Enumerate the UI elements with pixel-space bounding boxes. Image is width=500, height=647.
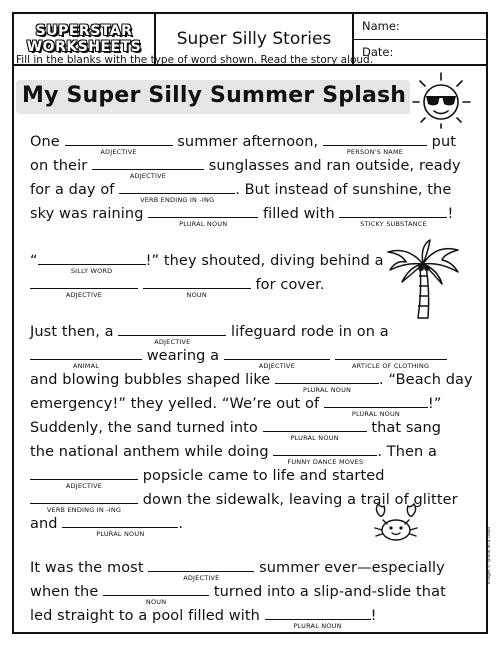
- worksheet-title: Super Silly Stories: [156, 14, 354, 64]
- story-title: My Super Silly Summer Splash: [22, 83, 407, 108]
- sun-sunglasses-icon: [408, 70, 474, 130]
- story-line: and blowing bubbles shaped like PLURAL NOUN . “Beach day: [30, 369, 473, 388]
- blank-input[interactable]: STICKY SUBSTANCE: [339, 203, 447, 218]
- story-line: “ SILLY WORD !” they shouted, diving behind a: [30, 250, 384, 269]
- palm-tree-icon: [380, 236, 466, 320]
- blank-input[interactable]: PLURAL NOUN: [275, 369, 379, 384]
- blank-input[interactable]: ADJECTIVE: [224, 345, 330, 360]
- story-line: the national anthem while doing FUNNY DANCE MOVES . Then a: [30, 441, 437, 460]
- blank-input[interactable]: ARTICLE OF CLOTHING: [335, 345, 447, 360]
- blank-input[interactable]: ADJECTIVE: [30, 274, 138, 289]
- story-line: Just then, a ADJECTIVE lifeguard rode in on a: [30, 321, 389, 340]
- story-line: emergency!” they yelled. “We’re out of PLURAL NOUN !”: [30, 393, 441, 412]
- story-line: on their ADJECTIVE sunglasses and ran outside, ready: [30, 155, 461, 174]
- blank-input[interactable]: PERSON'S NAME: [323, 131, 427, 146]
- blank-input[interactable]: PLURAL NOUN: [62, 513, 178, 528]
- blank-input[interactable]: PLURAL NOUN: [324, 393, 428, 408]
- blank-input[interactable]: PLURAL NOUN: [263, 417, 367, 432]
- blank-input[interactable]: PLURAL NOUN: [265, 605, 371, 620]
- instructions: Fill in the blanks with the type of word shown. Read the story aloud.: [16, 54, 374, 66]
- story-line: ADJECTIVE NOUN for cover.: [30, 274, 325, 293]
- image-credit: Images © Tyrone on a Cloud: [486, 526, 491, 584]
- name-date-box: [354, 14, 486, 64]
- story-line: and PLURAL NOUN .: [30, 513, 183, 532]
- story-line: One ADJECTIVE summer afternoon, PERSON'S NAME put: [30, 131, 456, 150]
- date-field[interactable]: Date:: [362, 45, 394, 59]
- story-line: ADJECTIVE popsicle came to life and started: [30, 465, 385, 484]
- blank-input[interactable]: PLURAL NOUN: [148, 203, 258, 218]
- story-line: Suddenly, the sand turned into PLURAL NOUN that sang: [30, 417, 441, 436]
- blank-input[interactable]: FUNNY DANCE MOVES: [273, 441, 377, 456]
- blank-input[interactable]: ADJECTIVE: [148, 557, 254, 572]
- blank-input[interactable]: ANIMAL: [30, 345, 142, 360]
- blank-input[interactable]: ADJECTIVE: [30, 465, 138, 480]
- name-field[interactable]: Name:: [354, 14, 486, 40]
- story-line: when the NOUN turned into a slip-and-slide that: [30, 581, 446, 600]
- superstar-worksheets-logo: SUPERSTAR WORKSHEETS: [14, 14, 156, 64]
- story-line: ANIMAL wearing a ADJECTIVE ARTICLE OF CLOTHING: [30, 345, 447, 364]
- story-line: for a day of VERB ENDING IN -ING . But instead of sunshine, the: [30, 179, 451, 198]
- blank-input[interactable]: VERB ENDING IN -ING: [30, 489, 138, 504]
- blank-input[interactable]: ADJECTIVE: [65, 131, 173, 146]
- blank-input[interactable]: ADJECTIVE: [92, 155, 204, 170]
- blank-input[interactable]: ADJECTIVE: [118, 321, 226, 336]
- blank-input[interactable]: SILLY WORD: [38, 250, 146, 265]
- story-line: It was the most ADJECTIVE summer ever—especially: [30, 557, 445, 576]
- story-line: VERB ENDING IN -ING down the sidewalk, leaving a trail of glitter: [30, 489, 458, 508]
- story-line: led straight to a pool filled with PLURAL NOUN !: [30, 605, 377, 624]
- blank-input[interactable]: NOUN: [103, 581, 209, 596]
- story-line: sky was raining PLURAL NOUN filled with STICKY SUBSTANCE !: [30, 203, 453, 222]
- blank-input[interactable]: VERB ENDING IN -ING: [119, 179, 235, 194]
- blank-input[interactable]: NOUN: [143, 274, 251, 289]
